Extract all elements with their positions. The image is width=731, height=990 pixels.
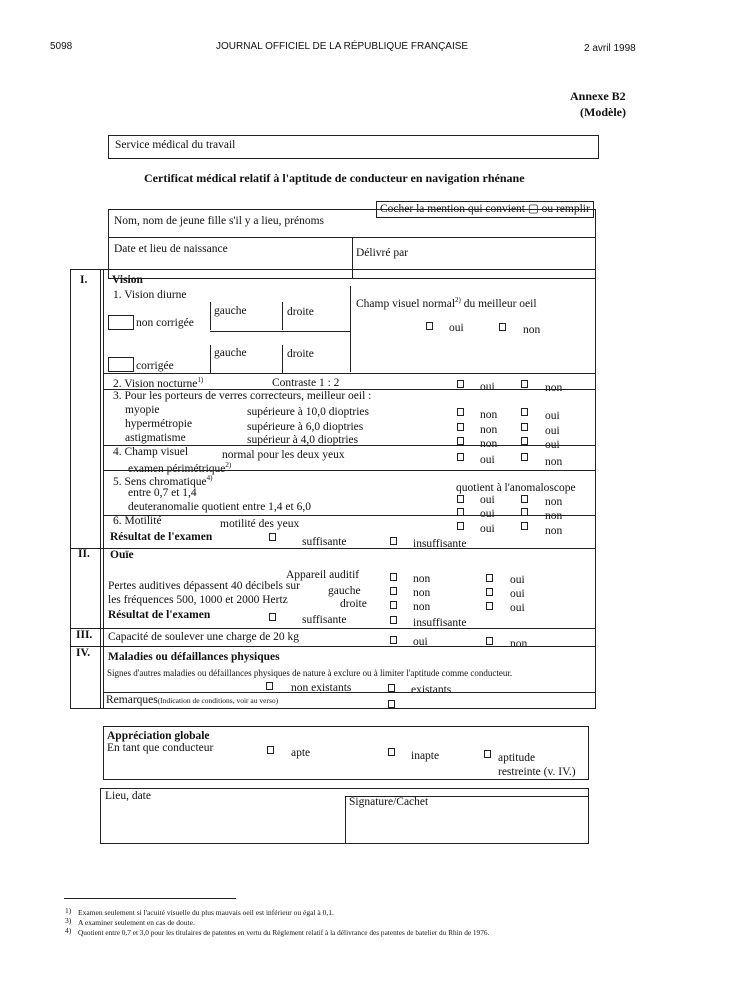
signature-label: Signature/Cachet [349,796,429,808]
annex-subtitle: (Modèle) [580,105,626,119]
illness-text: Signes d'autres maladies ou défaillances physiques de nature à exclure ou à limiter l'aptitude comme conducteur. [107,668,513,678]
hearing-left-non-checkbox[interactable] [390,587,397,595]
night-vision-oui-checkbox[interactable] [457,380,464,388]
astigmatism-oui-checkbox[interactable] [521,437,528,445]
field4-label: 4. Champ visuel [113,446,189,458]
motility-label: 6. Motilité [113,515,162,527]
astigmatism-label: astigmatisme [125,432,186,444]
vision-title: Vision [112,274,143,286]
load-non-checkbox[interactable] [486,637,493,645]
illness-exist-checkbox[interactable] [388,684,395,692]
myopia-oui-checkbox[interactable] [521,408,528,416]
hearing-left-label: gauche [328,585,361,597]
remarks-checkbox[interactable] [388,700,395,708]
night-vision-oui-label: oui [480,381,495,393]
hyperopia-label: hypermétropie [125,418,193,430]
field4-value: normal pour les deux yeux [222,449,345,461]
birth-label: Date et lieu de naissance [114,243,228,255]
field4-oui-checkbox[interactable] [457,453,464,461]
hyperopia-oui-checkbox[interactable] [521,423,528,431]
chromatic-range-1: entre 0,7 et 1,4 [128,487,197,499]
vision-insufficient-checkbox[interactable] [390,537,397,545]
device-non-checkbox[interactable] [390,573,397,581]
instruction-text: Cocher la mention qui convient ▢ ou remplir [380,203,590,215]
load-oui-checkbox[interactable] [390,636,397,644]
astigmatism-non-checkbox[interactable] [457,437,464,445]
restricted-label: restreinte (v. IV.) [498,766,576,778]
visual-field-oui-checkbox[interactable] [426,322,433,330]
corrected-value-box[interactable] [108,357,134,372]
section-II-number: II. [78,548,90,560]
chromatic-range-2: deuteranomalie quotient entre 1,4 et 6,0 [128,501,311,513]
device-oui-checkbox[interactable] [486,574,493,582]
unfit-checkbox[interactable] [388,748,395,756]
fit-checkbox[interactable] [267,746,274,754]
hearing-right-non-checkbox[interactable] [390,601,397,609]
footnote-2: A examiner seulement en cas de doute. [78,918,195,927]
motility-value: motilité des yeux [220,518,300,530]
annex-title: Annexe B2 [570,89,626,103]
myopia-non-checkbox[interactable] [457,408,464,416]
myopia-value: supérieure à 10,0 dioptries [247,406,369,418]
name-label: Nom, nom de jeune fille s'il y a lieu, prénoms [114,215,324,227]
field4-non-checkbox[interactable] [521,453,528,461]
chromatic-1-non-checkbox[interactable] [521,495,528,503]
day-vision-label: 1. Vision diurne [113,289,187,301]
astigmatism-value: supérieur à 4,0 dioptries [247,434,359,446]
night-vision-label: 2. Vision nocturne$^{1)}$ [113,376,204,390]
hearing-right-oui-checkbox[interactable] [486,602,493,610]
myopia-label: myopie [125,404,160,416]
as-driver-label: En tant que conducteur [107,742,214,754]
contrast-label: Contraste 1 : 2 [272,377,340,389]
visual-field-non-checkbox[interactable] [499,323,506,331]
illness-none-checkbox[interactable] [266,682,273,690]
service-box [108,135,599,159]
hearing-sufficient-checkbox[interactable] [269,613,276,621]
uncorrected-right-label: droite [287,306,314,318]
chromatic-label: 5. Sens chromatique$^{4)}$ [113,474,213,488]
visual-field-oui-label: oui [449,322,464,334]
uncorrected-label: non corrigée [136,317,194,329]
corrected-left-label: gauche [214,347,247,359]
load-label: Capacité de soulever une charge de 20 kg [108,631,300,643]
hyperopia-value: supérieure à 6,0 dioptries [247,421,364,433]
night-vision-non-checkbox[interactable] [521,380,528,388]
uncorrected-left-label: gauche [214,305,247,317]
corrected-right-label: droite [287,348,314,360]
service-label: Service médical du travail [115,139,236,151]
hearing-right-label: droite [340,598,367,610]
night-vision-non-label: non [545,382,563,394]
publication-date: 2 avril 1998 [584,43,636,54]
hearing-line-1: Pertes auditives dépassent 40 décibels sur [108,580,300,592]
certificate-title: Certificat médical relatif à l'aptitude de conducteur en navigation rhénane [144,171,525,185]
remarks-label: Remarques(Indication de conditions, voir au verso) [106,694,279,706]
section-IV-number: IV. [76,647,91,659]
chromatic-1-oui-checkbox[interactable] [457,495,464,503]
fit-limited-checkbox[interactable] [484,750,491,758]
uncorrected-value-box[interactable] [108,315,134,330]
glasses-label: 3. Pour les porteurs de verres correcteurs, meilleur oeil : [113,390,372,402]
illness-title: Maladies ou défaillances physiques [108,651,280,663]
visual-field-non-label: non [523,324,541,336]
footnote-1: Examen seulement si l'acuité visuelle du plus mauvais oeil est inférieur ou égal à 0,1. [78,908,334,917]
hearing-left-oui-checkbox[interactable] [486,588,493,596]
hearing-insufficient-checkbox[interactable] [390,616,397,624]
motility-oui-checkbox[interactable] [457,522,464,530]
global-title: Appréciation globale [107,730,210,742]
hearing-line-2: les fréquences 500, 1000 et 2000 Hertz [108,594,288,606]
vision-sufficient-checkbox[interactable] [269,533,276,541]
motility-non-checkbox[interactable] [521,522,528,530]
issued-by-label: Délivré par [356,247,409,259]
hearing-result-label: Résultat de l'examen [108,609,211,621]
perimetric-label: examen périmétrique$^{2)}$ [128,461,232,475]
anomaloscope-label: quotient à l'anomaloscope [456,482,576,494]
corrected-label: corrigée [136,360,174,372]
hearing-title: Ouïe [110,549,134,561]
section-I-number: I. [80,274,88,286]
section-III-number: III. [76,629,93,641]
hyperopia-non-checkbox[interactable] [457,423,464,431]
footnote-3: Quotient entre 0,7 et 3,0 pour les titulaires de patentes en vertu du Règlement relatif à la délivrance des patentes de batelier du Rhin de 1976. [78,928,490,937]
place-date-label: Lieu, date [105,790,151,802]
hearing-device-label: Appareil auditif [286,569,360,581]
vision-result-label: Résultat de l'examen [110,531,213,543]
page-number: 5098 [50,41,73,52]
journal-title: JOURNAL OFFICIEL DE LA RÉPUBLIQUE FRANÇAISE [216,41,469,52]
visual-field-label: Champ visuel normal$^{2)}$ du meilleur oeil [356,296,537,310]
